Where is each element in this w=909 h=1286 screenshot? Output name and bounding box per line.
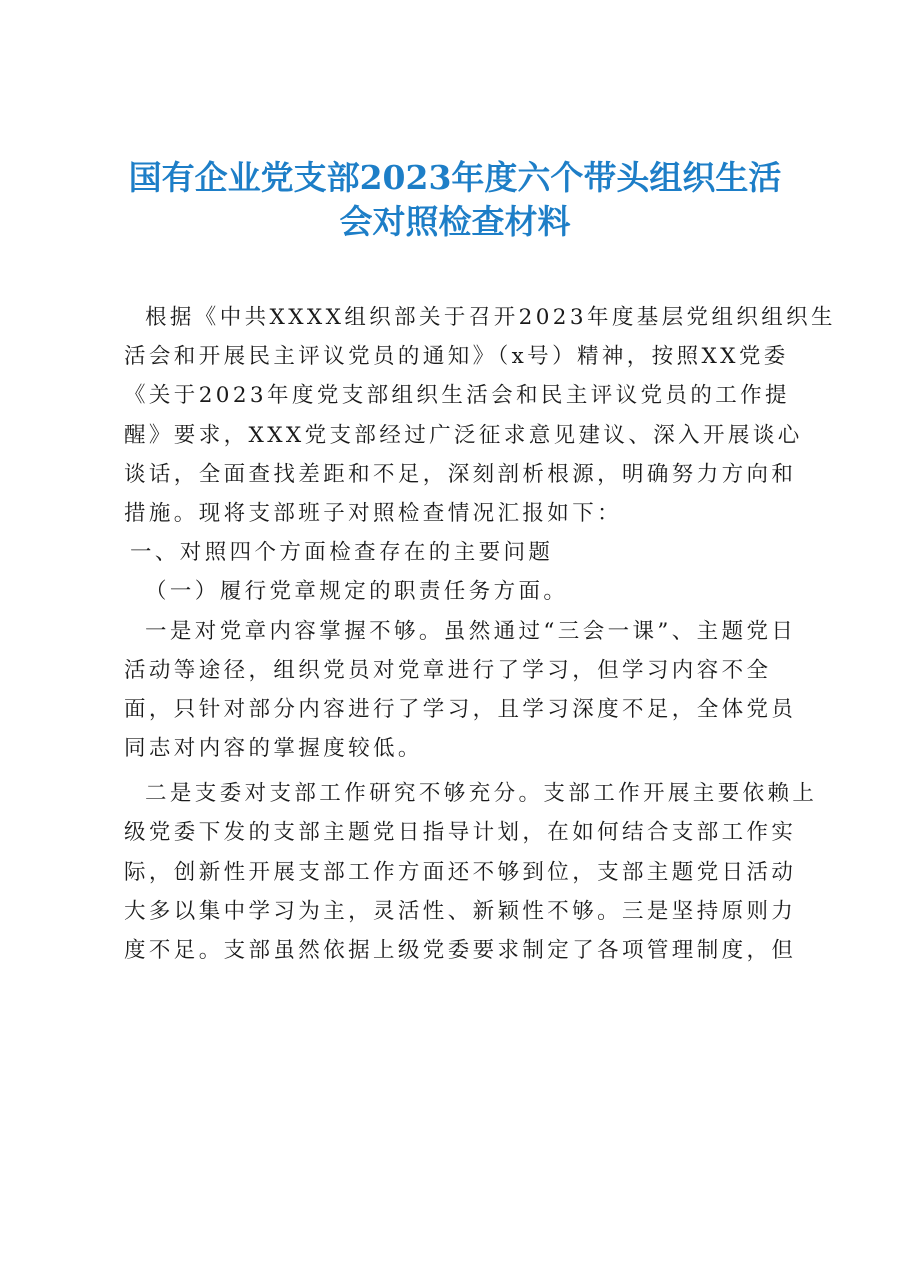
- document-title: [110, 156, 800, 244]
- text-line: 际，创新性开展支部工作方面还不够到位，支部主题党日活动: [124, 859, 797, 885]
- text-line: 一是对党章内容掌握不够。虽然通过“三会一课”、主题党日: [145, 618, 797, 644]
- subsection-heading: （一）履行党章规定的职责任务方面。: [145, 579, 569, 605]
- document-body: [124, 298, 836, 970]
- paragraph-intro: [124, 298, 836, 533]
- paragraph-point-two: [124, 774, 818, 970]
- text-line: 度不足。支部虽然依据上级党委要求制定了各项管理制度，但: [124, 938, 797, 963]
- text-line: 级党委下发的支部主题党日指导计划，在如何结合支部工作实: [124, 820, 797, 846]
- text-line: 谈话，全面查找差距和不足，深刻剖析根源，明确努力方向和: [124, 461, 797, 487]
- paragraph-point-one: [124, 612, 800, 769]
- text-line: 根据《中共XXXX组织部关于召开2023年度基层党组织组织生: [145, 305, 836, 330]
- text-line: 同志对内容的掌握度较低。: [124, 736, 423, 762]
- text-line: 二是支委对支部工作研究不够充分。支部工作开展主要依赖上: [145, 781, 818, 807]
- title-line-2: 会对照检查材料: [339, 202, 571, 241]
- text-line: 措施。现将支部班子对照检查情况汇报如下：: [124, 500, 623, 526]
- text-line: 《关于2023年度党支部组织生活会和民主评议党员的工作提: [124, 383, 790, 409]
- text-line: 大多以集中学习为主，灵活性、新颖性不够。三是坚持原则力: [124, 898, 797, 924]
- text-line: 活动等途径，组织党员对党章进行了学习，但学习内容不全: [124, 657, 772, 683]
- text-line: 醒》要求，XXX党支部经过广泛征求意见建议、深入开展谈心: [124, 422, 803, 448]
- section-heading: 一、对照四个方面检查存在的主要问题: [130, 540, 554, 566]
- text-line: 活会和开展民主评议党员的通知》（x号）精神，按照XX党委: [124, 344, 789, 370]
- title-line-1: 国有企业党支部2023年度六个带头组织生活: [128, 158, 782, 197]
- text-line: 面，只针对部分内容进行了学习，且学习深度不足，全体党员: [124, 696, 797, 722]
